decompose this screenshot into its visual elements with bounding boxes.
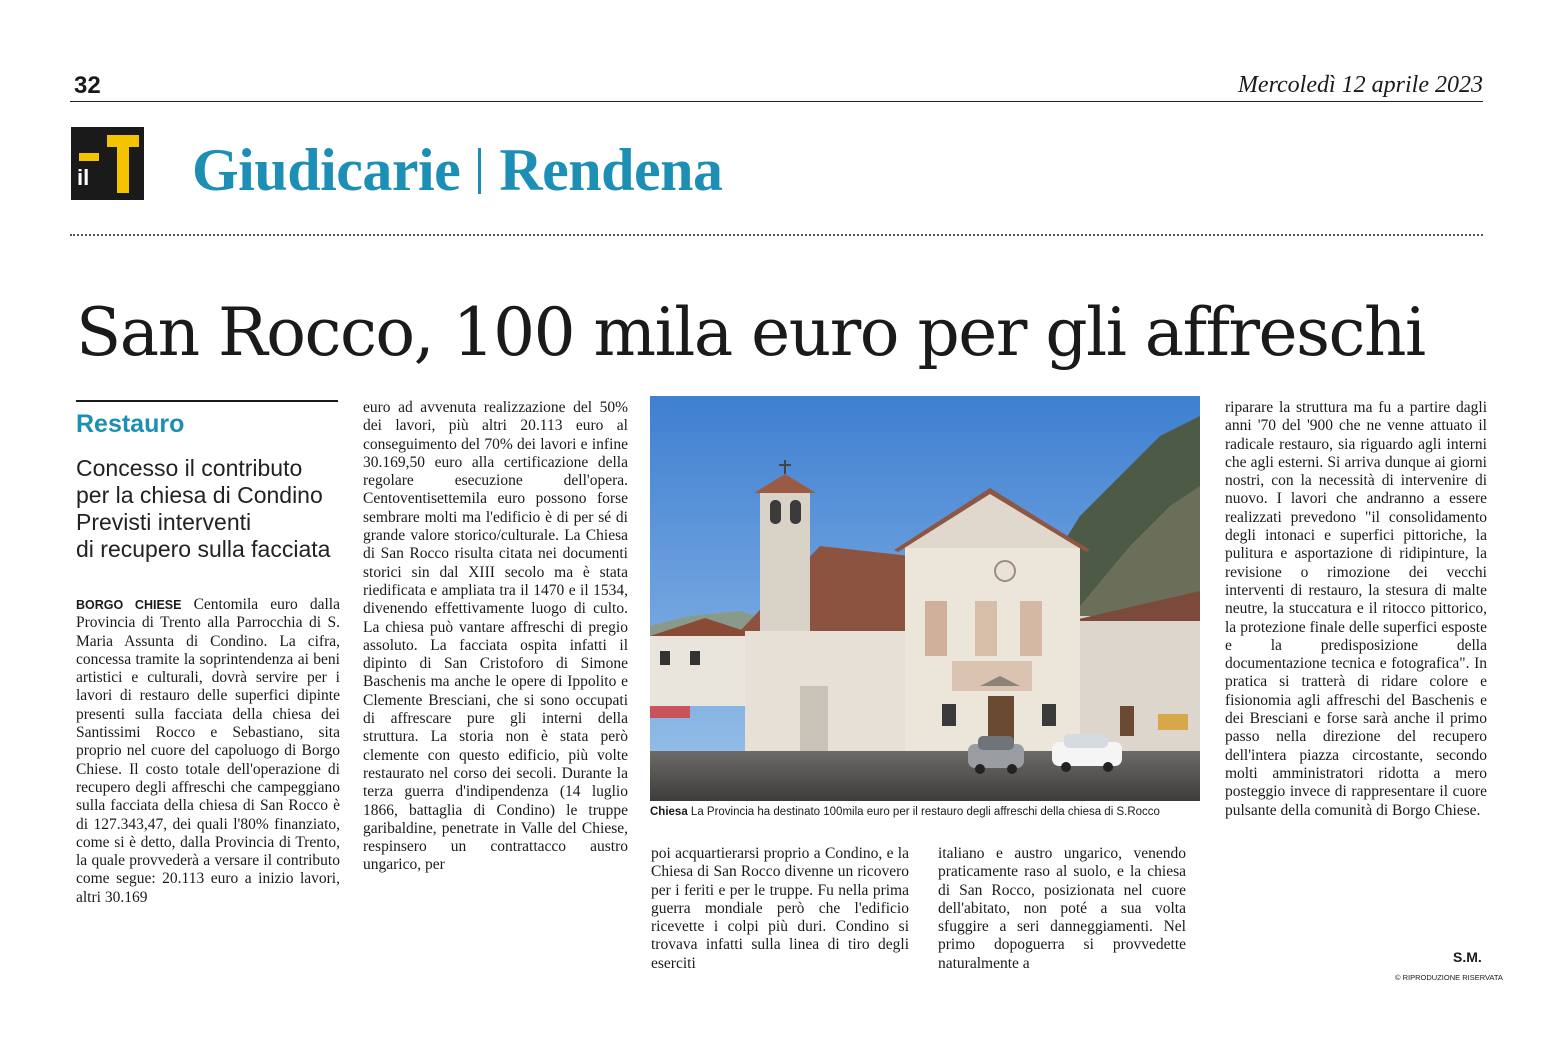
photo-caption: [650, 806, 1210, 818]
caption-text: La Provincia ha destinato 100mila euro per il restauro degli affreschi della chiesa di S.Rocco: [690, 806, 1160, 818]
article-column-2: euro ad avvenuta realizzazione del 50% dei lavori, più altri 20.113 euro al conseguimento del 70% dei lavori e infine 30.169,50 euro alla certificazione della regolare esecuzione dell'opera. Centoventisettemila euro possono forse sembrare molti ma l'edificio è di per sé di grande valore storico/culturale. La Chiesa di San Rocco risulta citata nei documenti storici sin dal XIII secolo ma è stata riedificata e ampliata tra il 1470 e il 1534, divenendo effettivamente luogo di culto. La chiesa può vantare affreschi di pregio assoluto. La facciata ospita infatti il dipinto di San Cristoforo di Simone Baschenis ma anche le opere di Ippolito e Clemente Bresciani, che si sono occupati di affrescare pure gli interni della struttura. La storia non è stata però clemente con questo edificio, più volte restaurato nel corso dei secoli. Durante la terza guerra d'indipendenza (14 luglio 1866, battaglia di Condino) le truppe garibaldine, penetrate in Valle del Chiese, respinsero un contrattacco austro ungarico, per: [363, 399, 628, 874]
article-column-4: italiano e austro ungarico, venendo praticamente raso al suolo, e la chiesa di San Rocco, posizionata nel cuore dell'abitato, non poté a sua volta sfuggire a seri danneggiamenti. Nel primo dopoguerra si provvedette naturalmente a: [938, 845, 1186, 972]
section-left: Giudicarie: [192, 137, 461, 203]
logo-text: il: [77, 165, 90, 190]
section-separator: [478, 148, 481, 194]
subhead-line: per la chiesa di Condino: [76, 482, 323, 508]
kicker: Restauro: [76, 410, 185, 438]
caption-lead: Chiesa: [650, 806, 688, 818]
subhead-line: Concesso il contributo: [76, 455, 303, 481]
article-column-1: [76, 596, 340, 907]
newspaper-logo: [71, 127, 144, 200]
subhead-line: di recupero sulla facciata: [76, 536, 331, 562]
article-column-5: riparare la struttura ma fu a partire dagli anni '70 del '900 che ne venne attuato il radicale restauro, sia riguardo agli interni che agli esterni. Si arriva dunque ai giorni nostri, con la necessità di intervenire di nuovo. I lavori che andranno a essere realizzati prevedono "il consolidamento degli intonaci e superfici pittoriche, la pulitura e asportazione di ridipinture, la revisione o rimozione dei vecchi interventi di restauro, la stesura di malte neutre, la stuccatura e il ritocco pittorico, la protezione finale delle superfici esposte e la predisposizione della documentazione tecnica e fotografica". In pratica si tratterà di ridare colore e fisionomia agli affreschi del Baschenis e dei Bresciani e forse sarà anche il primo passo nella direzione del recupero dell'intera piazza circostante, secondo molti amministratori ridotta a mero posteggio invece di rappresentare il cuore pulsante della comunità di Borgo Chiese.: [1225, 399, 1487, 819]
author-signature: S.M.: [1453, 949, 1482, 965]
section-dotted-rule: [70, 234, 1483, 236]
subheadline: [76, 455, 346, 563]
article-column-3: poi acquartierarsi proprio a Condino, e la Chiesa di San Rocco divenne un ricovero per i feriti e per le truppe. Fu nella prima guerra mondiale però che l'edificio ricevette i colpi più duri. Condino si trovava infatti sulla linea di tiro degli eserciti: [651, 845, 909, 972]
section-title: [192, 137, 723, 203]
header-rule: [70, 101, 1483, 102]
dateline: BORGO CHIESE: [76, 598, 182, 612]
headline: San Rocco, 100 mila euro per gli affreschi: [76, 294, 1425, 371]
column-text: Centomila euro dalla Provincia di Trento alla Parrocchia di S. Maria Assunta di Condino. La cifra, concessa tramite la soprintendenza ai beni artistici e culturali, dovrà servire per i lavori di restauro delle superfici dipinte presenti sulla facciata della chiesa dei Santissimi Rocco e Sebastiano, sita proprio nel cuore del capoluogo di Borgo Chiese. Il costo totale dell'operazione di recupero degli affreschi che campeggiano sulla facciata della chiesa di San Rocco è di 127.343,47, dei quali l'80% finanziato, come si è detto, dalla Provincia di Trento, la quale provvederà a versare il contributo come segue: 20.113 euro a inizio lavori, altri 30.169: [76, 596, 340, 906]
church-photo-illustration: [650, 396, 1200, 801]
copyright-notice: © RIPRODUZIONE RISERVATA: [1395, 973, 1503, 982]
issue-date: Mercoledì 12 aprile 2023: [1237, 72, 1483, 98]
kicker-rule: [76, 400, 338, 402]
page-number: 32: [74, 72, 101, 99]
section-right: Rendena: [499, 137, 723, 203]
church-photo: [650, 396, 1200, 801]
subhead-line: Previsti interventi: [76, 509, 252, 535]
